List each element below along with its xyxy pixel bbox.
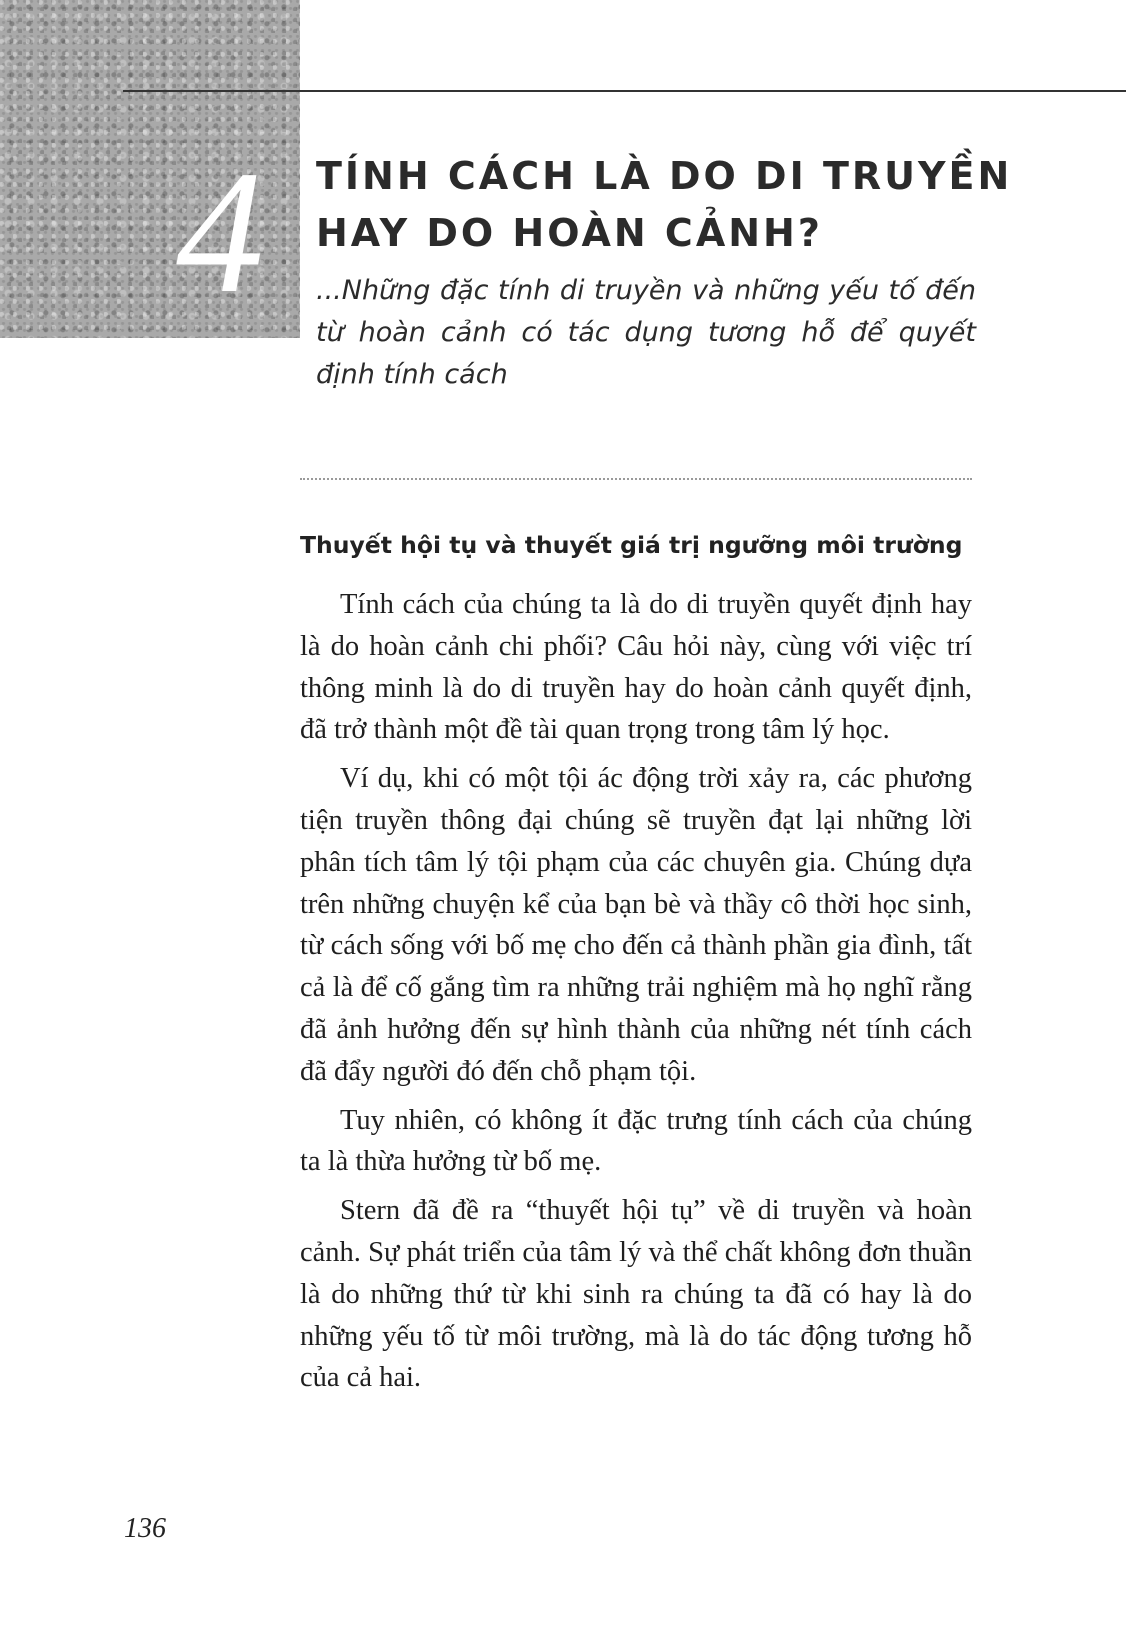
section-heading: Thuyết hội tụ và thuyết giá trị ngưỡng môi trường (300, 531, 963, 559)
body-text (300, 584, 972, 1406)
paragraph-3: Tuy nhiên, có không ít đặc trưng tính cách của chúng ta là thừa hưởng từ bố mẹ. (300, 1104, 972, 1178)
page-number: 136 (124, 1513, 166, 1544)
paragraph-4: Stern đã đề ra “thuyết hội tụ” về di truyền và hoàn cảnh. Sự phát triển của tâm lý và thể chất không đơn thuần là do những thứ từ khi sinh ra chúng ta đã có hay là do những yếu tố từ môi trường, mà là do tác động tương hỗ của cả hai. (300, 1195, 972, 1394)
chapter-number: 4 (176, 135, 264, 330)
paragraph-1: Tính cách của chúng ta là do di truyền quyết định hay là do hoàn cảnh chi phối? Câu hỏi này, cùng với việc trí thông minh là do di truyền hay do hoàn cảnh quyết định, đã trở thành một đề tài quan trọng trong tâm lý học. (300, 589, 972, 746)
chapter-subtitle: ...Những đặc tính di truyền và những yếu tố đến từ hoàn cảnh có tác dụng tương hỗ để quyết định tính cách (316, 275, 976, 390)
chapter-title (316, 148, 1013, 262)
header-rule (123, 90, 1126, 92)
paragraph-2: Ví dụ, khi có một tội ác động trời xảy ra, các phương tiện truyền thông đại chúng sẽ truyền đạt lại những lời phân tích tâm lý tội phạm của các chuyên gia. Chúng dựa trên những chuyện kể của bạn bè và thầy cô thời học sinh, từ cách sống với bố mẹ cho đến cả thành phần gia đình, tất cả là để cố gắng tìm ra những trải nghiệm mà họ nghĩ rằng đã ảnh hưởng đến sự hình thành của những nét tính cách đã đẩy người đó đến chỗ phạm tội. (300, 763, 972, 1087)
chapter-title-line-1: TÍNH CÁCH LÀ DO DI TRUYỀN (316, 154, 1013, 198)
dotted-divider (300, 478, 972, 480)
chapter-title-line-2: HAY DO HOÀN CẢNH? (316, 211, 823, 255)
